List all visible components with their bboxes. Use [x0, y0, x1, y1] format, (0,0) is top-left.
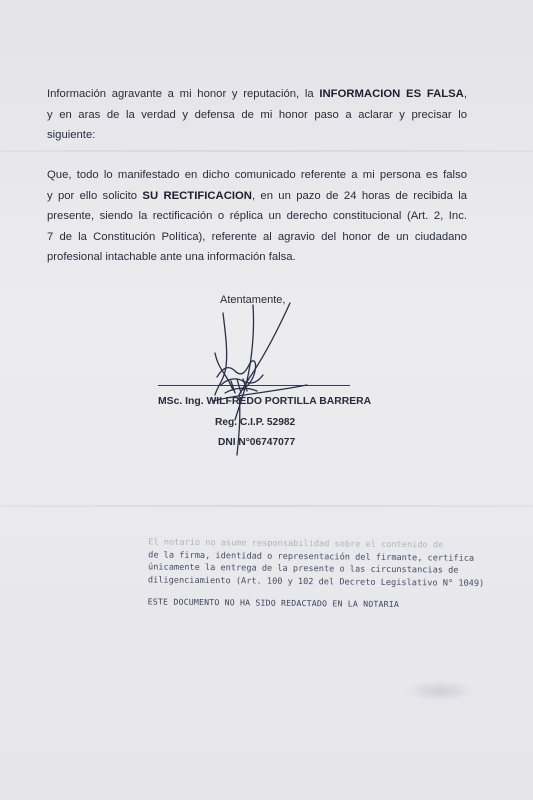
handwritten-signature: [195, 295, 325, 465]
notary-stamp: [147, 536, 485, 611]
ink-smudge: [405, 680, 475, 702]
paragraph-line: y por ello solicito SU RECTIFICACION, en un pazo de 24 horas de recibida la: [47, 189, 467, 202]
paper-fold-line: [0, 150, 533, 152]
stamp-line: únicamente la entrega de la presente o las circunstancias de: [148, 562, 459, 576]
emphasis-text: SU RECTIFICACION: [142, 189, 252, 202]
paragraph-honor: [47, 84, 467, 146]
registration-number: Reg. C.I.P. 52982: [215, 417, 296, 428]
stamp-line: diligenciamiento (Art. 100 y 102 del Decreto Legislativo N° 1049): [147, 574, 485, 589]
paragraph-line: Que, todo lo manifestado en dicho comunicado referente a mi persona es falso: [47, 169, 467, 181]
paragraph-rectification: [47, 165, 467, 268]
paragraph-line: profesional intachable ante una información falsa.: [47, 251, 296, 263]
paper-fold-line: [0, 505, 533, 507]
stamp-disclaimer: ESTE DOCUMENTO NO HA SIDO REDACTADO EN LA NOTARIA: [147, 596, 400, 610]
signer-name: MSc. Ing. WILFREDO PORTILLA BARRERA: [158, 396, 372, 407]
paragraph-line: siguiente:: [47, 129, 96, 141]
paragraph-line: Información agravante a mi honor y reputación, la INFORMACION ES FALSA,: [47, 88, 467, 100]
stamp-line: El notario no asume responsabilidad sobre el contenido de: [148, 537, 444, 551]
dni-number: DNI N°06747077: [218, 437, 296, 448]
paragraph-line: 7 de la Constitución Política), referente al agravio del honor de un ciudadano: [47, 230, 467, 243]
signature-line: [158, 385, 350, 386]
stamp-line: de la firma, identidad o representación del firmante, certifica: [148, 549, 475, 564]
paragraph-line: presente, siendo la rectificación o réplica un derecho constitucional (Art. 2, Inc.: [47, 210, 467, 222]
closing-text: Atentamente,: [220, 294, 286, 306]
emphasis-text: INFORMACION ES FALSA: [319, 88, 464, 100]
paragraph-line: y en aras de la verdad y defensa de mi honor paso a aclarar y precisar lo: [47, 108, 467, 121]
